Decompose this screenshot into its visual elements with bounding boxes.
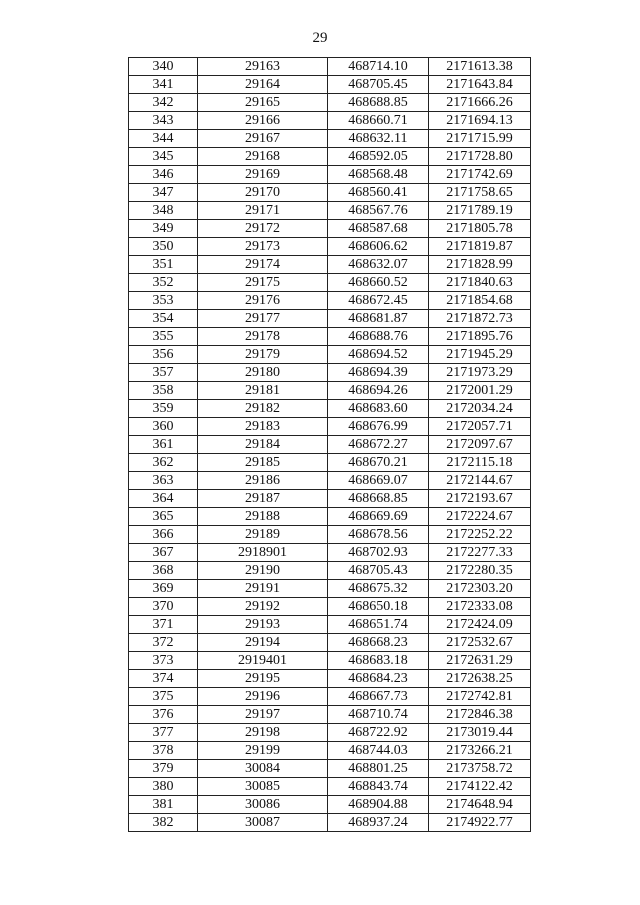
row-number-cell: 366 <box>129 526 198 544</box>
table-row <box>129 238 531 256</box>
y-coordinate-cell: 2173758.72 <box>429 760 531 778</box>
row-number-cell: 358 <box>129 382 198 400</box>
x-coordinate-cell: 468705.45 <box>328 76 429 94</box>
row-number-cell: 340 <box>129 58 198 76</box>
table-row <box>129 508 531 526</box>
table-row <box>129 490 531 508</box>
x-coordinate-cell: 468676.99 <box>328 418 429 436</box>
y-coordinate-cell: 2172742.81 <box>429 688 531 706</box>
y-coordinate-cell: 2173266.21 <box>429 742 531 760</box>
row-number-cell: 379 <box>129 760 198 778</box>
y-coordinate-cell: 2171819.87 <box>429 238 531 256</box>
x-coordinate-cell: 468672.45 <box>328 292 429 310</box>
row-number-cell: 371 <box>129 616 198 634</box>
row-number-cell: 356 <box>129 346 198 364</box>
point-id-cell: 29175 <box>198 274 328 292</box>
y-coordinate-cell: 2171945.29 <box>429 346 531 364</box>
point-id-cell: 29165 <box>198 94 328 112</box>
x-coordinate-cell: 468668.23 <box>328 634 429 652</box>
x-coordinate-cell: 468632.07 <box>328 256 429 274</box>
point-id-cell: 29184 <box>198 436 328 454</box>
row-number-cell: 348 <box>129 202 198 220</box>
table-row <box>129 418 531 436</box>
table-row <box>129 274 531 292</box>
point-id-cell: 29176 <box>198 292 328 310</box>
y-coordinate-cell: 2172097.67 <box>429 436 531 454</box>
row-number-cell: 357 <box>129 364 198 382</box>
y-coordinate-cell: 2172144.67 <box>429 472 531 490</box>
y-coordinate-cell: 2172252.22 <box>429 526 531 544</box>
point-id-cell: 29178 <box>198 328 328 346</box>
x-coordinate-cell: 468688.85 <box>328 94 429 112</box>
x-coordinate-cell: 468683.18 <box>328 652 429 670</box>
y-coordinate-cell: 2171854.68 <box>429 292 531 310</box>
x-coordinate-cell: 468801.25 <box>328 760 429 778</box>
row-number-cell: 380 <box>129 778 198 796</box>
y-coordinate-cell: 2171643.84 <box>429 76 531 94</box>
y-coordinate-cell: 2172638.25 <box>429 670 531 688</box>
x-coordinate-cell: 468669.07 <box>328 472 429 490</box>
row-number-cell: 375 <box>129 688 198 706</box>
row-number-cell: 346 <box>129 166 198 184</box>
row-number-cell: 342 <box>129 94 198 112</box>
row-number-cell: 381 <box>129 796 198 814</box>
table-row <box>129 328 531 346</box>
y-coordinate-cell: 2172001.29 <box>429 382 531 400</box>
point-id-cell: 29168 <box>198 148 328 166</box>
point-id-cell: 30084 <box>198 760 328 778</box>
row-number-cell: 363 <box>129 472 198 490</box>
x-coordinate-cell: 468710.74 <box>328 706 429 724</box>
y-coordinate-cell: 2171728.80 <box>429 148 531 166</box>
x-coordinate-cell: 468669.69 <box>328 508 429 526</box>
point-id-cell: 29177 <box>198 310 328 328</box>
row-number-cell: 382 <box>129 814 198 832</box>
table-row <box>129 760 531 778</box>
row-number-cell: 347 <box>129 184 198 202</box>
table-row <box>129 634 531 652</box>
table-row <box>129 616 531 634</box>
y-coordinate-cell: 2171742.69 <box>429 166 531 184</box>
table-row <box>129 472 531 490</box>
x-coordinate-cell: 468650.18 <box>328 598 429 616</box>
point-id-cell: 29193 <box>198 616 328 634</box>
point-id-cell: 29163 <box>198 58 328 76</box>
point-id-cell: 29171 <box>198 202 328 220</box>
y-coordinate-cell: 2172277.33 <box>429 544 531 562</box>
x-coordinate-cell: 468660.52 <box>328 274 429 292</box>
point-id-cell: 29190 <box>198 562 328 580</box>
table-row <box>129 778 531 796</box>
row-number-cell: 350 <box>129 238 198 256</box>
x-coordinate-cell: 468702.93 <box>328 544 429 562</box>
row-number-cell: 370 <box>129 598 198 616</box>
x-coordinate-cell: 468683.60 <box>328 400 429 418</box>
table-row <box>129 364 531 382</box>
y-coordinate-cell: 2171828.99 <box>429 256 531 274</box>
y-coordinate-cell: 2171872.73 <box>429 310 531 328</box>
table-row <box>129 688 531 706</box>
table-row <box>129 166 531 184</box>
row-number-cell: 365 <box>129 508 198 526</box>
point-id-cell: 29166 <box>198 112 328 130</box>
y-coordinate-cell: 2171895.76 <box>429 328 531 346</box>
point-id-cell: 29183 <box>198 418 328 436</box>
row-number-cell: 354 <box>129 310 198 328</box>
point-id-cell: 29185 <box>198 454 328 472</box>
x-coordinate-cell: 468843.74 <box>328 778 429 796</box>
row-number-cell: 361 <box>129 436 198 454</box>
y-coordinate-cell: 2171805.78 <box>429 220 531 238</box>
x-coordinate-cell: 468672.27 <box>328 436 429 454</box>
table-row <box>129 382 531 400</box>
row-number-cell: 377 <box>129 724 198 742</box>
x-coordinate-cell: 468560.41 <box>328 184 429 202</box>
y-coordinate-cell: 2172224.67 <box>429 508 531 526</box>
table-row <box>129 292 531 310</box>
x-coordinate-cell: 468568.48 <box>328 166 429 184</box>
x-coordinate-cell: 468904.88 <box>328 796 429 814</box>
x-coordinate-cell: 468684.23 <box>328 670 429 688</box>
row-number-cell: 373 <box>129 652 198 670</box>
row-number-cell: 367 <box>129 544 198 562</box>
point-id-cell: 29191 <box>198 580 328 598</box>
row-number-cell: 374 <box>129 670 198 688</box>
y-coordinate-cell: 2172631.29 <box>429 652 531 670</box>
point-id-cell: 29196 <box>198 688 328 706</box>
x-coordinate-cell: 468567.76 <box>328 202 429 220</box>
point-id-cell: 30085 <box>198 778 328 796</box>
y-coordinate-cell: 2174648.94 <box>429 796 531 814</box>
row-number-cell: 351 <box>129 256 198 274</box>
table-row <box>129 58 531 76</box>
row-number-cell: 376 <box>129 706 198 724</box>
table-row <box>129 652 531 670</box>
x-coordinate-cell: 468694.26 <box>328 382 429 400</box>
row-number-cell: 355 <box>129 328 198 346</box>
point-id-cell: 29186 <box>198 472 328 490</box>
y-coordinate-cell: 2171666.26 <box>429 94 531 112</box>
table-row <box>129 184 531 202</box>
row-number-cell: 344 <box>129 130 198 148</box>
x-coordinate-cell: 468667.73 <box>328 688 429 706</box>
y-coordinate-cell: 2172193.67 <box>429 490 531 508</box>
y-coordinate-cell: 2172532.67 <box>429 634 531 652</box>
point-id-cell: 29192 <box>198 598 328 616</box>
table-row <box>129 670 531 688</box>
point-id-cell: 29172 <box>198 220 328 238</box>
table-row <box>129 130 531 148</box>
page-number: 29 <box>312 30 328 46</box>
point-id-cell: 29188 <box>198 508 328 526</box>
table-row <box>129 94 531 112</box>
y-coordinate-cell: 2172115.18 <box>429 454 531 472</box>
table-row <box>129 148 531 166</box>
x-coordinate-cell: 468660.71 <box>328 112 429 130</box>
y-coordinate-cell: 2171973.29 <box>429 364 531 382</box>
point-id-cell: 29182 <box>198 400 328 418</box>
table-row <box>129 724 531 742</box>
x-coordinate-cell: 468632.11 <box>328 130 429 148</box>
point-id-cell: 30087 <box>198 814 328 832</box>
y-coordinate-cell: 2172333.08 <box>429 598 531 616</box>
point-id-cell: 29169 <box>198 166 328 184</box>
x-coordinate-cell: 468651.74 <box>328 616 429 634</box>
y-coordinate-cell: 2172303.20 <box>429 580 531 598</box>
y-coordinate-cell: 2172846.38 <box>429 706 531 724</box>
point-id-cell: 30086 <box>198 796 328 814</box>
table-row <box>129 580 531 598</box>
table-row <box>129 562 531 580</box>
y-coordinate-cell: 2171694.13 <box>429 112 531 130</box>
y-coordinate-cell: 2172034.24 <box>429 400 531 418</box>
row-number-cell: 362 <box>129 454 198 472</box>
table-row <box>129 526 531 544</box>
y-coordinate-cell: 2171613.38 <box>429 58 531 76</box>
point-id-cell: 29170 <box>198 184 328 202</box>
table-row <box>129 598 531 616</box>
point-id-cell: 29195 <box>198 670 328 688</box>
row-number-cell: 349 <box>129 220 198 238</box>
row-number-cell: 341 <box>129 76 198 94</box>
row-number-cell: 372 <box>129 634 198 652</box>
row-number-cell: 364 <box>129 490 198 508</box>
y-coordinate-cell: 2172280.35 <box>429 562 531 580</box>
point-id-cell: 29173 <box>198 238 328 256</box>
table-row <box>129 706 531 724</box>
row-number-cell: 353 <box>129 292 198 310</box>
row-number-cell: 360 <box>129 418 198 436</box>
point-id-cell: 29181 <box>198 382 328 400</box>
table-row <box>129 400 531 418</box>
x-coordinate-cell: 468688.76 <box>328 328 429 346</box>
point-id-cell: 29189 <box>198 526 328 544</box>
x-coordinate-cell: 468675.32 <box>328 580 429 598</box>
table-row <box>129 220 531 238</box>
x-coordinate-cell: 468694.52 <box>328 346 429 364</box>
point-id-cell: 29174 <box>198 256 328 274</box>
row-number-cell: 378 <box>129 742 198 760</box>
y-coordinate-cell: 2173019.44 <box>429 724 531 742</box>
x-coordinate-cell: 468722.92 <box>328 724 429 742</box>
y-coordinate-cell: 2171758.65 <box>429 184 531 202</box>
x-coordinate-cell: 468668.85 <box>328 490 429 508</box>
x-coordinate-cell: 468705.43 <box>328 562 429 580</box>
x-coordinate-cell: 468678.56 <box>328 526 429 544</box>
row-number-cell: 369 <box>129 580 198 598</box>
point-id-cell: 29198 <box>198 724 328 742</box>
row-number-cell: 343 <box>129 112 198 130</box>
y-coordinate-cell: 2172057.71 <box>429 418 531 436</box>
y-coordinate-cell: 2174122.42 <box>429 778 531 796</box>
row-number-cell: 359 <box>129 400 198 418</box>
x-coordinate-cell: 468592.05 <box>328 148 429 166</box>
row-number-cell: 345 <box>129 148 198 166</box>
point-id-cell: 29194 <box>198 634 328 652</box>
table-row <box>129 256 531 274</box>
table-row <box>129 814 531 832</box>
x-coordinate-cell: 468937.24 <box>328 814 429 832</box>
row-number-cell: 368 <box>129 562 198 580</box>
table-row <box>129 796 531 814</box>
point-id-cell: 2918901 <box>198 544 328 562</box>
table-row <box>129 112 531 130</box>
table-row <box>129 544 531 562</box>
table-row <box>129 454 531 472</box>
point-id-cell: 29164 <box>198 76 328 94</box>
table-row <box>129 310 531 328</box>
row-number-cell: 352 <box>129 274 198 292</box>
coordinates-table <box>128 57 531 832</box>
x-coordinate-cell: 468606.62 <box>328 238 429 256</box>
table-row <box>129 76 531 94</box>
point-id-cell: 29167 <box>198 130 328 148</box>
y-coordinate-cell: 2171715.99 <box>429 130 531 148</box>
x-coordinate-cell: 468587.68 <box>328 220 429 238</box>
table-row <box>129 202 531 220</box>
point-id-cell: 29199 <box>198 742 328 760</box>
point-id-cell: 29187 <box>198 490 328 508</box>
y-coordinate-cell: 2171789.19 <box>429 202 531 220</box>
point-id-cell: 29197 <box>198 706 328 724</box>
x-coordinate-cell: 468694.39 <box>328 364 429 382</box>
x-coordinate-cell: 468744.03 <box>328 742 429 760</box>
y-coordinate-cell: 2174922.77 <box>429 814 531 832</box>
x-coordinate-cell: 468681.87 <box>328 310 429 328</box>
point-id-cell: 29180 <box>198 364 328 382</box>
point-id-cell: 2919401 <box>198 652 328 670</box>
y-coordinate-cell: 2172424.09 <box>429 616 531 634</box>
table-row <box>129 346 531 364</box>
table-row <box>129 436 531 454</box>
table-row <box>129 742 531 760</box>
y-coordinate-cell: 2171840.63 <box>429 274 531 292</box>
x-coordinate-cell: 468714.10 <box>328 58 429 76</box>
point-id-cell: 29179 <box>198 346 328 364</box>
coordinates-table-body <box>129 58 531 832</box>
x-coordinate-cell: 468670.21 <box>328 454 429 472</box>
